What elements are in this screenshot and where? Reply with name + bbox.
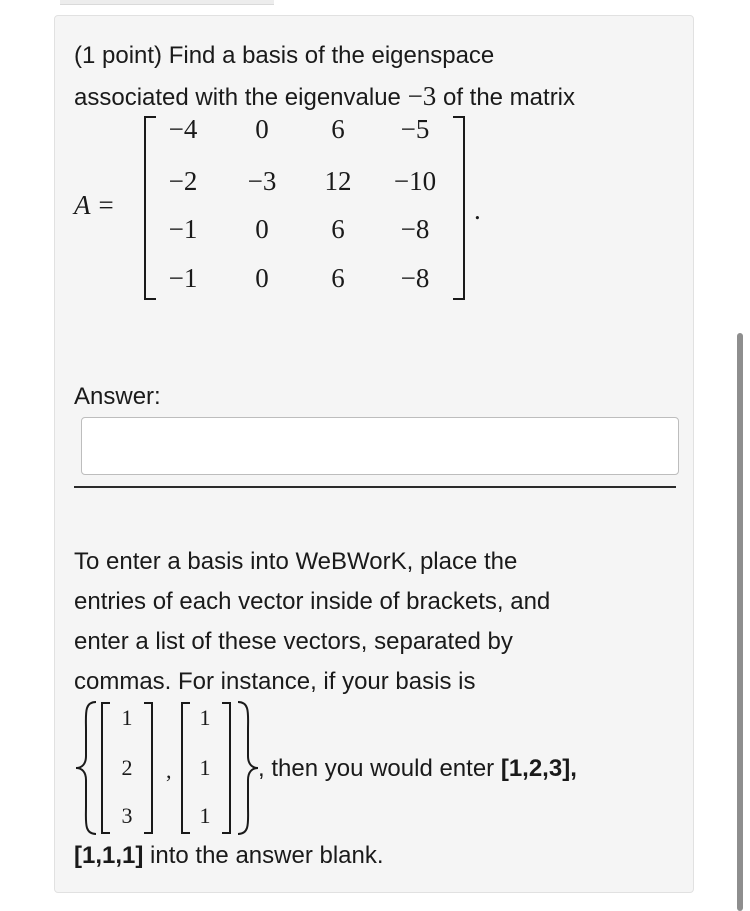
page-scrollbar[interactable] xyxy=(737,333,743,911)
matrix-cell: −8 xyxy=(400,214,430,244)
matrix-cell: −5 xyxy=(400,114,430,144)
instructions-line4: commas. For instance, if your basis is xyxy=(74,668,476,695)
matrix-right-bracket xyxy=(450,115,470,301)
example-then-line xyxy=(258,749,577,789)
intro-line2-prefix: associated with the eigenvalue xyxy=(74,84,401,111)
matrix-label: A = xyxy=(74,190,115,220)
matrix-cell: −8 xyxy=(400,263,430,293)
eigenvalue: −3 xyxy=(407,81,437,111)
matrix-cell: 6 xyxy=(331,114,345,144)
example-answer-part1: [1,2,3], xyxy=(500,755,577,782)
example-then-text: , then you would enter xyxy=(258,755,495,782)
matrix-cell: −2 xyxy=(168,166,198,196)
matrix-period: . xyxy=(474,195,481,225)
problem-intro-line1: (1 point) Find a basis of the eigenspace xyxy=(74,42,495,69)
matrix-cell: −1 xyxy=(168,263,198,293)
previous-card-edge xyxy=(60,0,274,5)
matrix-cell: 6 xyxy=(331,214,345,244)
example-vector2-entry: 1 xyxy=(199,803,211,828)
matrix-cell: −10 xyxy=(393,166,437,196)
matrix-cell: 12 xyxy=(324,166,352,196)
intro-line2-suffix: of the matrix xyxy=(442,84,576,111)
example-vector-separator: , xyxy=(166,758,172,783)
problem-intro-line2 xyxy=(74,76,575,118)
example-vectors-brackets xyxy=(74,700,274,836)
instructions-line3: enter a list of these vectors, separated by xyxy=(74,628,513,655)
example-vector1-entry: 3 xyxy=(121,803,133,828)
answer-input[interactable] xyxy=(81,417,679,475)
section-divider xyxy=(74,486,676,488)
matrix-cell: −3 xyxy=(247,166,277,196)
matrix-cell: −1 xyxy=(168,214,198,244)
matrix-cell: 0 xyxy=(255,114,269,144)
instructions-line2: entries of each vector inside of brackets, and xyxy=(74,588,551,615)
example-final-text: into the answer blank. xyxy=(150,842,384,869)
instructions-line1: To enter a basis into WeBWorK, place the xyxy=(74,548,518,575)
example-vector1-entry: 1 xyxy=(121,705,133,730)
matrix-cell: 6 xyxy=(331,263,345,293)
matrix-cell: −4 xyxy=(168,114,198,144)
example-answer-part2: [1,1,1] xyxy=(74,842,144,869)
example-final-line xyxy=(74,836,384,876)
example-vector2-entry: 1 xyxy=(199,755,211,780)
example-vector1-entry: 2 xyxy=(121,755,133,780)
matrix-cell: 0 xyxy=(255,263,269,293)
answer-label: Answer: xyxy=(74,383,161,410)
example-vector2-entry: 1 xyxy=(199,705,211,730)
matrix-cell: 0 xyxy=(255,214,269,244)
